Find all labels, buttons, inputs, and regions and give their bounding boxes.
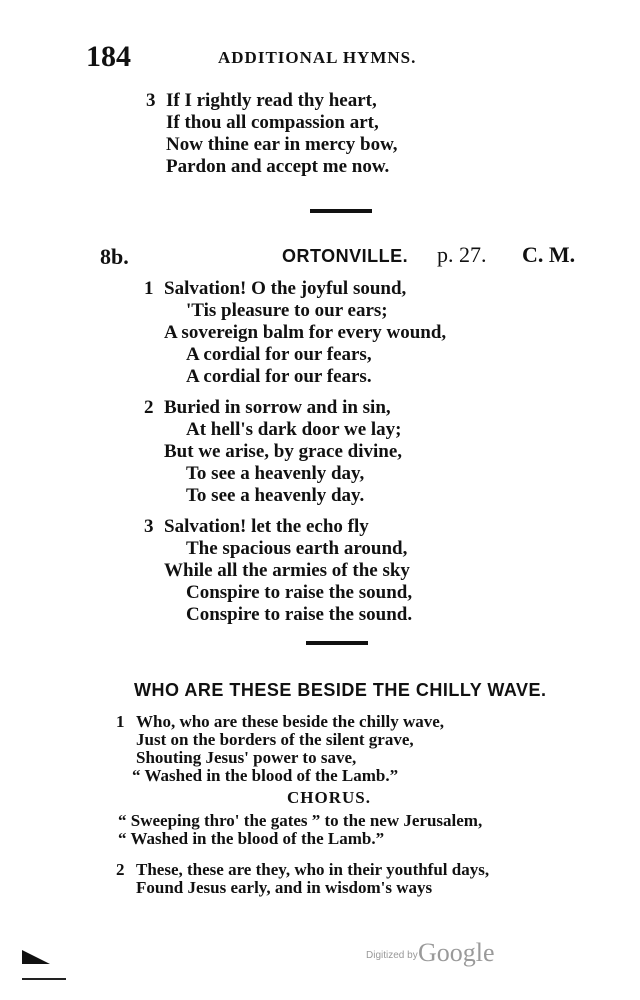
chorus-label: CHORUS. bbox=[287, 788, 371, 807]
corner-flag-icon bbox=[22, 950, 52, 966]
page-number: 184 bbox=[86, 40, 131, 73]
running-head: ADDITIONAL HYMNS. bbox=[218, 48, 417, 67]
verse-line: Shouting Jesus' power to save, bbox=[136, 748, 357, 767]
verse-line: Buried in sorrow and in sin, bbox=[164, 397, 391, 418]
verse-line: At hell's dark door we lay; bbox=[186, 419, 402, 440]
verse-line: Who, who are these beside the chilly wave, bbox=[136, 712, 445, 731]
hymn-title: WHO ARE THESE BESIDE THE CHILLY WAVE. bbox=[134, 680, 547, 700]
verse-line: Found Jesus early, and in wisdom's ways bbox=[136, 878, 433, 897]
verse-line: A sovereign balm for every wound, bbox=[164, 322, 447, 343]
verse-line: The spacious earth around, bbox=[186, 538, 408, 559]
verse-line: Conspire to raise the sound. bbox=[186, 604, 413, 625]
chorus-line: “ Sweeping thro' the gates ” to the new Jerusalem, bbox=[118, 811, 483, 830]
verse-number: 2 bbox=[144, 397, 154, 418]
section-divider bbox=[306, 641, 368, 645]
verse-line: But we arise, by grace divine, bbox=[164, 441, 403, 462]
verse-line: Pardon and accept me now. bbox=[166, 156, 390, 177]
hymn-number: 8b. bbox=[100, 244, 129, 269]
verse-number: 1 bbox=[116, 712, 125, 731]
tune-meter: C. M. bbox=[522, 242, 576, 267]
verse-number: 2 bbox=[116, 860, 125, 879]
verse-line: Salvation! let the echo fly bbox=[164, 516, 369, 537]
digitized-by-label: Digitized by bbox=[366, 950, 418, 961]
verse-number: 1 bbox=[144, 278, 154, 299]
verse-line: Just on the borders of the silent grave, bbox=[136, 730, 414, 749]
tune-name: ORTONVILLE. bbox=[282, 246, 409, 266]
verse-line: If I rightly read thy heart, bbox=[166, 90, 377, 111]
verse-line: Salvation! O the joyful sound, bbox=[164, 278, 407, 299]
verse-line: 'Tis pleasure to our ears; bbox=[186, 300, 388, 321]
verse-line: To see a heavenly day. bbox=[186, 485, 365, 506]
page-edge-rule bbox=[22, 978, 66, 980]
tune-page-ref: p. 27. bbox=[437, 242, 487, 267]
verse-line: “ Washed in the blood of the Lamb.” bbox=[132, 766, 399, 785]
verse-line: These, these are they, who in their youthful days, bbox=[136, 860, 490, 879]
verse-line: A cordial for our fears. bbox=[186, 366, 372, 387]
verse-line: Conspire to raise the sound, bbox=[186, 582, 413, 603]
verse-line: Now thine ear in mercy bow, bbox=[166, 134, 398, 155]
chorus-line: “ Washed in the blood of the Lamb.” bbox=[118, 829, 385, 848]
google-watermark: Google bbox=[418, 938, 495, 967]
verse-line: While all the armies of the sky bbox=[164, 560, 410, 581]
section-divider bbox=[310, 209, 372, 213]
verse-line: If thou all compassion art, bbox=[166, 112, 379, 133]
verse-number: 3 bbox=[146, 90, 156, 111]
verse-line: A cordial for our fears, bbox=[186, 344, 372, 365]
verse-line: To see a heavenly day, bbox=[186, 463, 365, 484]
verse-number: 3 bbox=[144, 516, 154, 537]
